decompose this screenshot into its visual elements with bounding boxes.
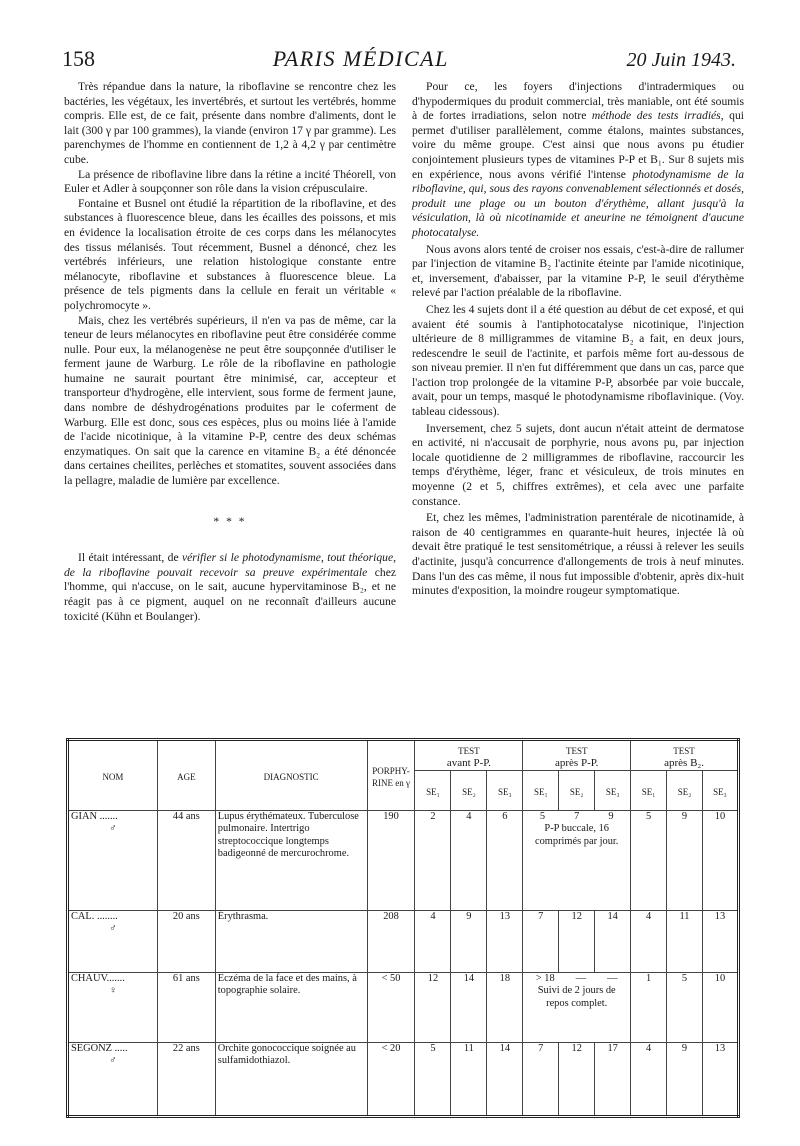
header-test-avant: TEST avant P-P.: [415, 740, 523, 771]
page-number: 158: [62, 46, 95, 71]
value-cell-group: > 18 — — Suivi de 2 jours de repos complet.: [523, 972, 631, 1042]
section-separator: * * *: [213, 514, 247, 528]
header-test-apres-pp: TEST après P-P.: [523, 740, 631, 771]
value-cell: 11: [667, 910, 703, 972]
value-cell: 11: [451, 1042, 487, 1116]
patient-diagnosis: Eczéma de la face et des mains, à topographie solaire.: [215, 972, 367, 1042]
value-cell: 5: [631, 810, 667, 910]
header-se1: SE₁: [415, 770, 451, 810]
treatment-note: P-P buccale, 16 comprimés par jour.: [535, 823, 619, 847]
table-row: [68, 910, 739, 972]
value-cell-group: 5 7 9 P-P buccale, 16 comprimés par jour.: [523, 810, 631, 910]
table-row: [68, 810, 739, 910]
value-cell: 13: [702, 1042, 738, 1116]
paragraph: La présence de riboflavine libre dans la rétine a incité Théorell, von Euler et Adler à soupçonner son rôle dans la vision crépusculaire.: [64, 167, 396, 196]
header-porphyrine: PORPHY-RINE en γ: [367, 740, 415, 811]
header-age: AGE: [157, 740, 215, 811]
paragraph: Fontaine et Busnel ont étudié la répartition de la riboflavine, et des substances à fluorescence bleue, dans les écailles des poissons, et mis en évidence la localisation étroite de ces corps dans les mélanocytes des tissus mélanisés. Tout récemment, Busnel a dénoncé, chez les vertébrés inférieurs, une relation histologique constante entre mélanocyte, riboflavine et substances à fluorescence bleue. La présence de tels pigments dans la cellule en ferait un véritable « polychromocyte ».: [64, 196, 396, 312]
header-se3: SE₃: [702, 770, 738, 810]
value-cell: 1: [631, 972, 667, 1042]
patient-age: 44 ans: [157, 810, 215, 910]
header-se2: SE₂: [451, 770, 487, 810]
header-se2: SE₂: [559, 770, 595, 810]
patient-name: CAL. ........ ♂: [68, 910, 158, 972]
paragraph: Pour ce, les foyers d'injections d'intradermiques ou d'hypodermiques du produit commercial, très maniable, ont été soumis à de fortes irradiations, selon notre méthode des tests irradiés, qui permet d'utiliser parallèlement, comme étalons, maintes substances, voire du même groupe. C'est ainsi que nous avons pu étudier conjointement plusieurs types de vitamines P-P et B₁. Sur 8 sujets mis en expérience, nous avons vérifié l'intense photodynamisme de la riboflavine, qui, sous des rayons convenablement sélectionnés et dosés, produit une plage ou un bouton d'érythème, allant jusqu'à la vésiculation, là où nicotinamide et aneurine ne témoignent d'aucune photocatalyse.: [412, 80, 744, 239]
porphyrine-value: 190: [367, 810, 415, 910]
patient-name: SEGONZ ..... ♂: [68, 1042, 158, 1116]
value-cell: 4: [451, 810, 487, 910]
value-cell: 9: [667, 1042, 703, 1116]
value-cell: 14: [595, 910, 631, 972]
patient-diagnosis: Lupus érythémateux. Tuberculose pulmonaire. Intertrigo streptococcique longtemps badigeonné de mercurochrome.: [215, 810, 367, 910]
patient-name: CHAUV....... ♀: [68, 972, 158, 1042]
value-cell: 2: [415, 810, 451, 910]
results-table: [66, 738, 740, 1118]
value-cell: 14: [487, 1042, 523, 1116]
value-cell: 13: [702, 910, 738, 972]
patient-age: 20 ans: [157, 910, 215, 972]
treatment-note: Suivi de 2 jours de repos complet.: [537, 985, 616, 1009]
porphyrine-value: < 50: [367, 972, 415, 1042]
patient-age: 22 ans: [157, 1042, 215, 1116]
value-cell: 10: [702, 972, 738, 1042]
patient-age: 61 ans: [157, 972, 215, 1042]
header-se1: SE₁: [631, 770, 667, 810]
porphyrine-value: < 20: [367, 1042, 415, 1116]
header-se1: SE₁: [523, 770, 559, 810]
paragraph: Très répandue dans la nature, la riboflavine se rencontre chez les bactéries, les végétaux, les invertébrés, et surtout les vertébrés, homme compris. Elle est, de ce fait, présente dans nombre d'aliments, dont le lait (300 γ par 100 grammes), la viande (environ 17 γ par gramme). Les parenchymes de l'homme en contiennent de 1,2 à 4,2 γ par centimètre cube.: [64, 80, 396, 166]
value-cell: 17: [595, 1042, 631, 1116]
value-cell: 12: [559, 1042, 595, 1116]
value-cell: 4: [631, 1042, 667, 1116]
value-cell: 10: [702, 810, 738, 910]
right-column: [412, 80, 744, 599]
value-cell: 6: [487, 810, 523, 910]
paragraph: Et, chez les mêmes, l'administration parentérale de nicotinamide, à raison de 40 centigrammes en quarante-huit heures, injectée là où devait être pratiqué le test sensitométrique, a réussi à relever les seuils d'actinite, jusqu'à concurrence d'allongements de trois à neuf minutes. Dans l'un des cas même, il nous fut impossible d'obtenir, après dix-huit minutes d'exposition, la moindre rougeur symptomatique.: [412, 511, 744, 598]
table-row: [68, 1042, 739, 1116]
value-cell: 12: [415, 972, 451, 1042]
paragraph: Chez les 4 sujets dont il a été question au début de cet exposé, et qui avaient été soumis à l'antiphotocatalyse nicotinique, l'injection ultérieure de 8 milligrammes de vitamine B₂ a fait, en deux jours, redescendre le seuil de l'actinite, et parfois même fort au-dessous de son niveau premier. Il n'en fut différemment que dans un cas, parce que l'action trop prolongée de la vitamine P-P, absorbée par voie buccale, avait, pour un temps, masqué le photodynamisme riboflavinique. (Voy. tableau cidessous).: [412, 302, 744, 419]
header-diagnostic: DIAGNOSTIC: [215, 740, 367, 811]
value-cell: 9: [451, 910, 487, 972]
header-nom: NOM: [68, 740, 158, 811]
patient-diagnosis: Érythrasma.: [215, 910, 367, 972]
paragraph: Mais, chez les vertébrés supérieurs, il n'en va pas de même, car la teneur de leurs mélanocytes en riboflavine peut être considérée comme nulle. Pour eux, la mélanogenèse ne peut être soupçonnée d'utiliser le ferment jaune de Warburg. Le rôle de la riboflavine en pathologie humaine ne saurait pourtant être minimisé, car, accepteur et transporteur d'hydrogène, elle intervient, sous forme de ferment jaune, dans nombre de déshydrogénations produites par le coferment de Warburg. Elle est donc, sous ces espèces, plus ou moins liée à l'amide de l'acide nicotinique, à la vitamine P-P, centre des deux schémas enzymatiques. On sait que la carence en vitamine B₂ a été dénoncée dans certaines cheilites, perlèches et stomatites, souvent associées dans la pellagre, maladie de lumière par excellence.: [64, 313, 396, 488]
header-se2: SE₂: [667, 770, 703, 810]
paragraph: Inversement, chez 5 sujets, dont aucun n'était atteint de dermatose en activité, ni n'accusait de porphyrie, nous avons pu, par injection locale quotidienne de 2 milligrammes de riboflavine, raccourcir les temps d'érythème, léger, franc et vésiculeux, de trois minutes en moyenne (2 et 5, chiffres extrêmes), et cela avec une parfaite constance.: [412, 421, 744, 508]
table-row: [68, 972, 739, 1042]
patient-diagnosis: Orchite gonococcique soignée au sulfamidothiazol.: [215, 1042, 367, 1116]
journal-title: PARIS MÉDICAL: [272, 46, 449, 71]
porphyrine-value: 208: [367, 910, 415, 972]
paragraph: Nous avons alors tenté de croiser nos essais, c'est-à-dire de rallumer par l'injection de vitamine B₂ l'actinite éteinte par l'amide nicotinique, et, inversement, d'abaisser, par la vitamine P-P, le seuil d'érythème relevé par l'action préalable de la riboflavine.: [412, 242, 744, 300]
header-se3: SE₃: [595, 770, 631, 810]
value-cell: 5: [415, 1042, 451, 1116]
value-cell: 13: [487, 910, 523, 972]
value-cell: 4: [631, 910, 667, 972]
value-cell: 12: [559, 910, 595, 972]
value-cell: 5: [667, 972, 703, 1042]
value-cell: 7: [523, 910, 559, 972]
issue-date: 20 Juin 1943.: [626, 49, 736, 71]
header-se3: SE₃: [487, 770, 523, 810]
page-header: [62, 46, 736, 76]
left-column: [64, 80, 396, 624]
value-cell: 18: [487, 972, 523, 1042]
header-test-apres-b2: TEST après B₂.: [631, 740, 739, 771]
paragraph: Il était intéressant, de vérifier si le photodynamisme, tout théorique, de la riboflavine pouvait recevoir sa preuve expérimentale chez l'homme, qui n'accuse, on le sait, aucune hypervitaminose B₂, et ne réagit pas à ce pigment, auquel on ne reconnaît d'ailleurs aucune toxicité (Kühn et Boulanger).: [64, 551, 396, 623]
patient-name: GIAN ....... ♂: [68, 810, 158, 910]
value-cell: 14: [451, 972, 487, 1042]
value-cell: 9: [667, 810, 703, 910]
value-cell: 4: [415, 910, 451, 972]
value-cell: 7: [523, 1042, 559, 1116]
